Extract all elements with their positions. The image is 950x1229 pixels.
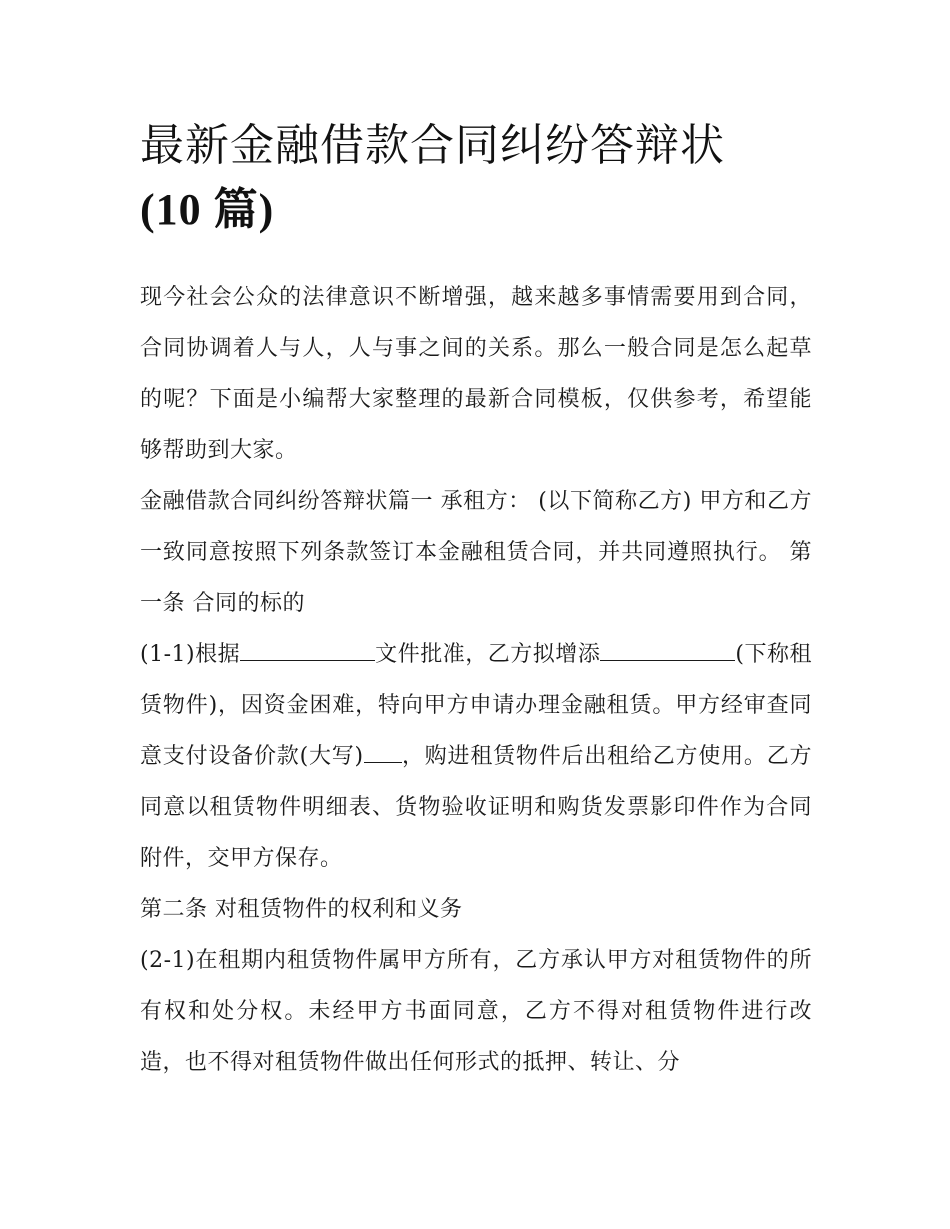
clause-1-1-part-3: (下称租赁物件)，因资金困难，特向甲方申请办理金融租赁。甲方经审查同意支付设备价款(大写)	[140, 642, 812, 769]
contract-opening-paragraph: 金融借款合同纠纷答辩状篇一 承租方： (以下简称乙方) 甲方和乙方一致同意按照下列条款签订本金融租赁合同，并共同遵照执行。 第一条 合同的标的	[140, 489, 812, 616]
fill-in-blank-document-name	[240, 642, 375, 661]
intro-paragraph: 现今社会公众的法律意识不断增强，越来越多事情需要用到合同，合同协调着人与人，人与事之间的关系。那么一般合同是怎么起草的呢？下面是小编帮大家整理的最新合同模板，仅供参考，希望能够帮助到大家。	[140, 285, 812, 463]
fill-in-blank-amount	[364, 744, 402, 763]
clause-1-1-part-4: ，购进租赁物件后出租给乙方使用。乙方同意以租赁物件明细表、货物验收证明和购货发票影印件作为合同附件，交甲方保存。	[140, 744, 812, 871]
title-line-1: 最新金融借款合同纠纷答辩状	[140, 120, 725, 171]
clause-1-1-part-1: (1-1)根据	[140, 642, 241, 667]
clause-1-1-part-2: 文件批准，乙方拟增添	[375, 642, 601, 667]
clause-2-1: (2-1)在租期内租赁物件属甲方所有，乙方承认甲方对租赁物件的所有权和处分权。未经甲方书面同意，乙方不得对租赁物件进行改造，也不得对租赁物件做出任何形式的抵押、转让、分	[140, 948, 812, 1075]
article-2-heading: 第二条 对租赁物件的权利和义务	[140, 897, 463, 922]
document-title	[140, 114, 812, 242]
document-content	[140, 114, 812, 1088]
document-body	[140, 272, 812, 1088]
fill-in-blank-equipment	[600, 642, 735, 661]
title-line-2: (10 篇)	[140, 185, 275, 234]
clause-1-1	[140, 629, 812, 884]
